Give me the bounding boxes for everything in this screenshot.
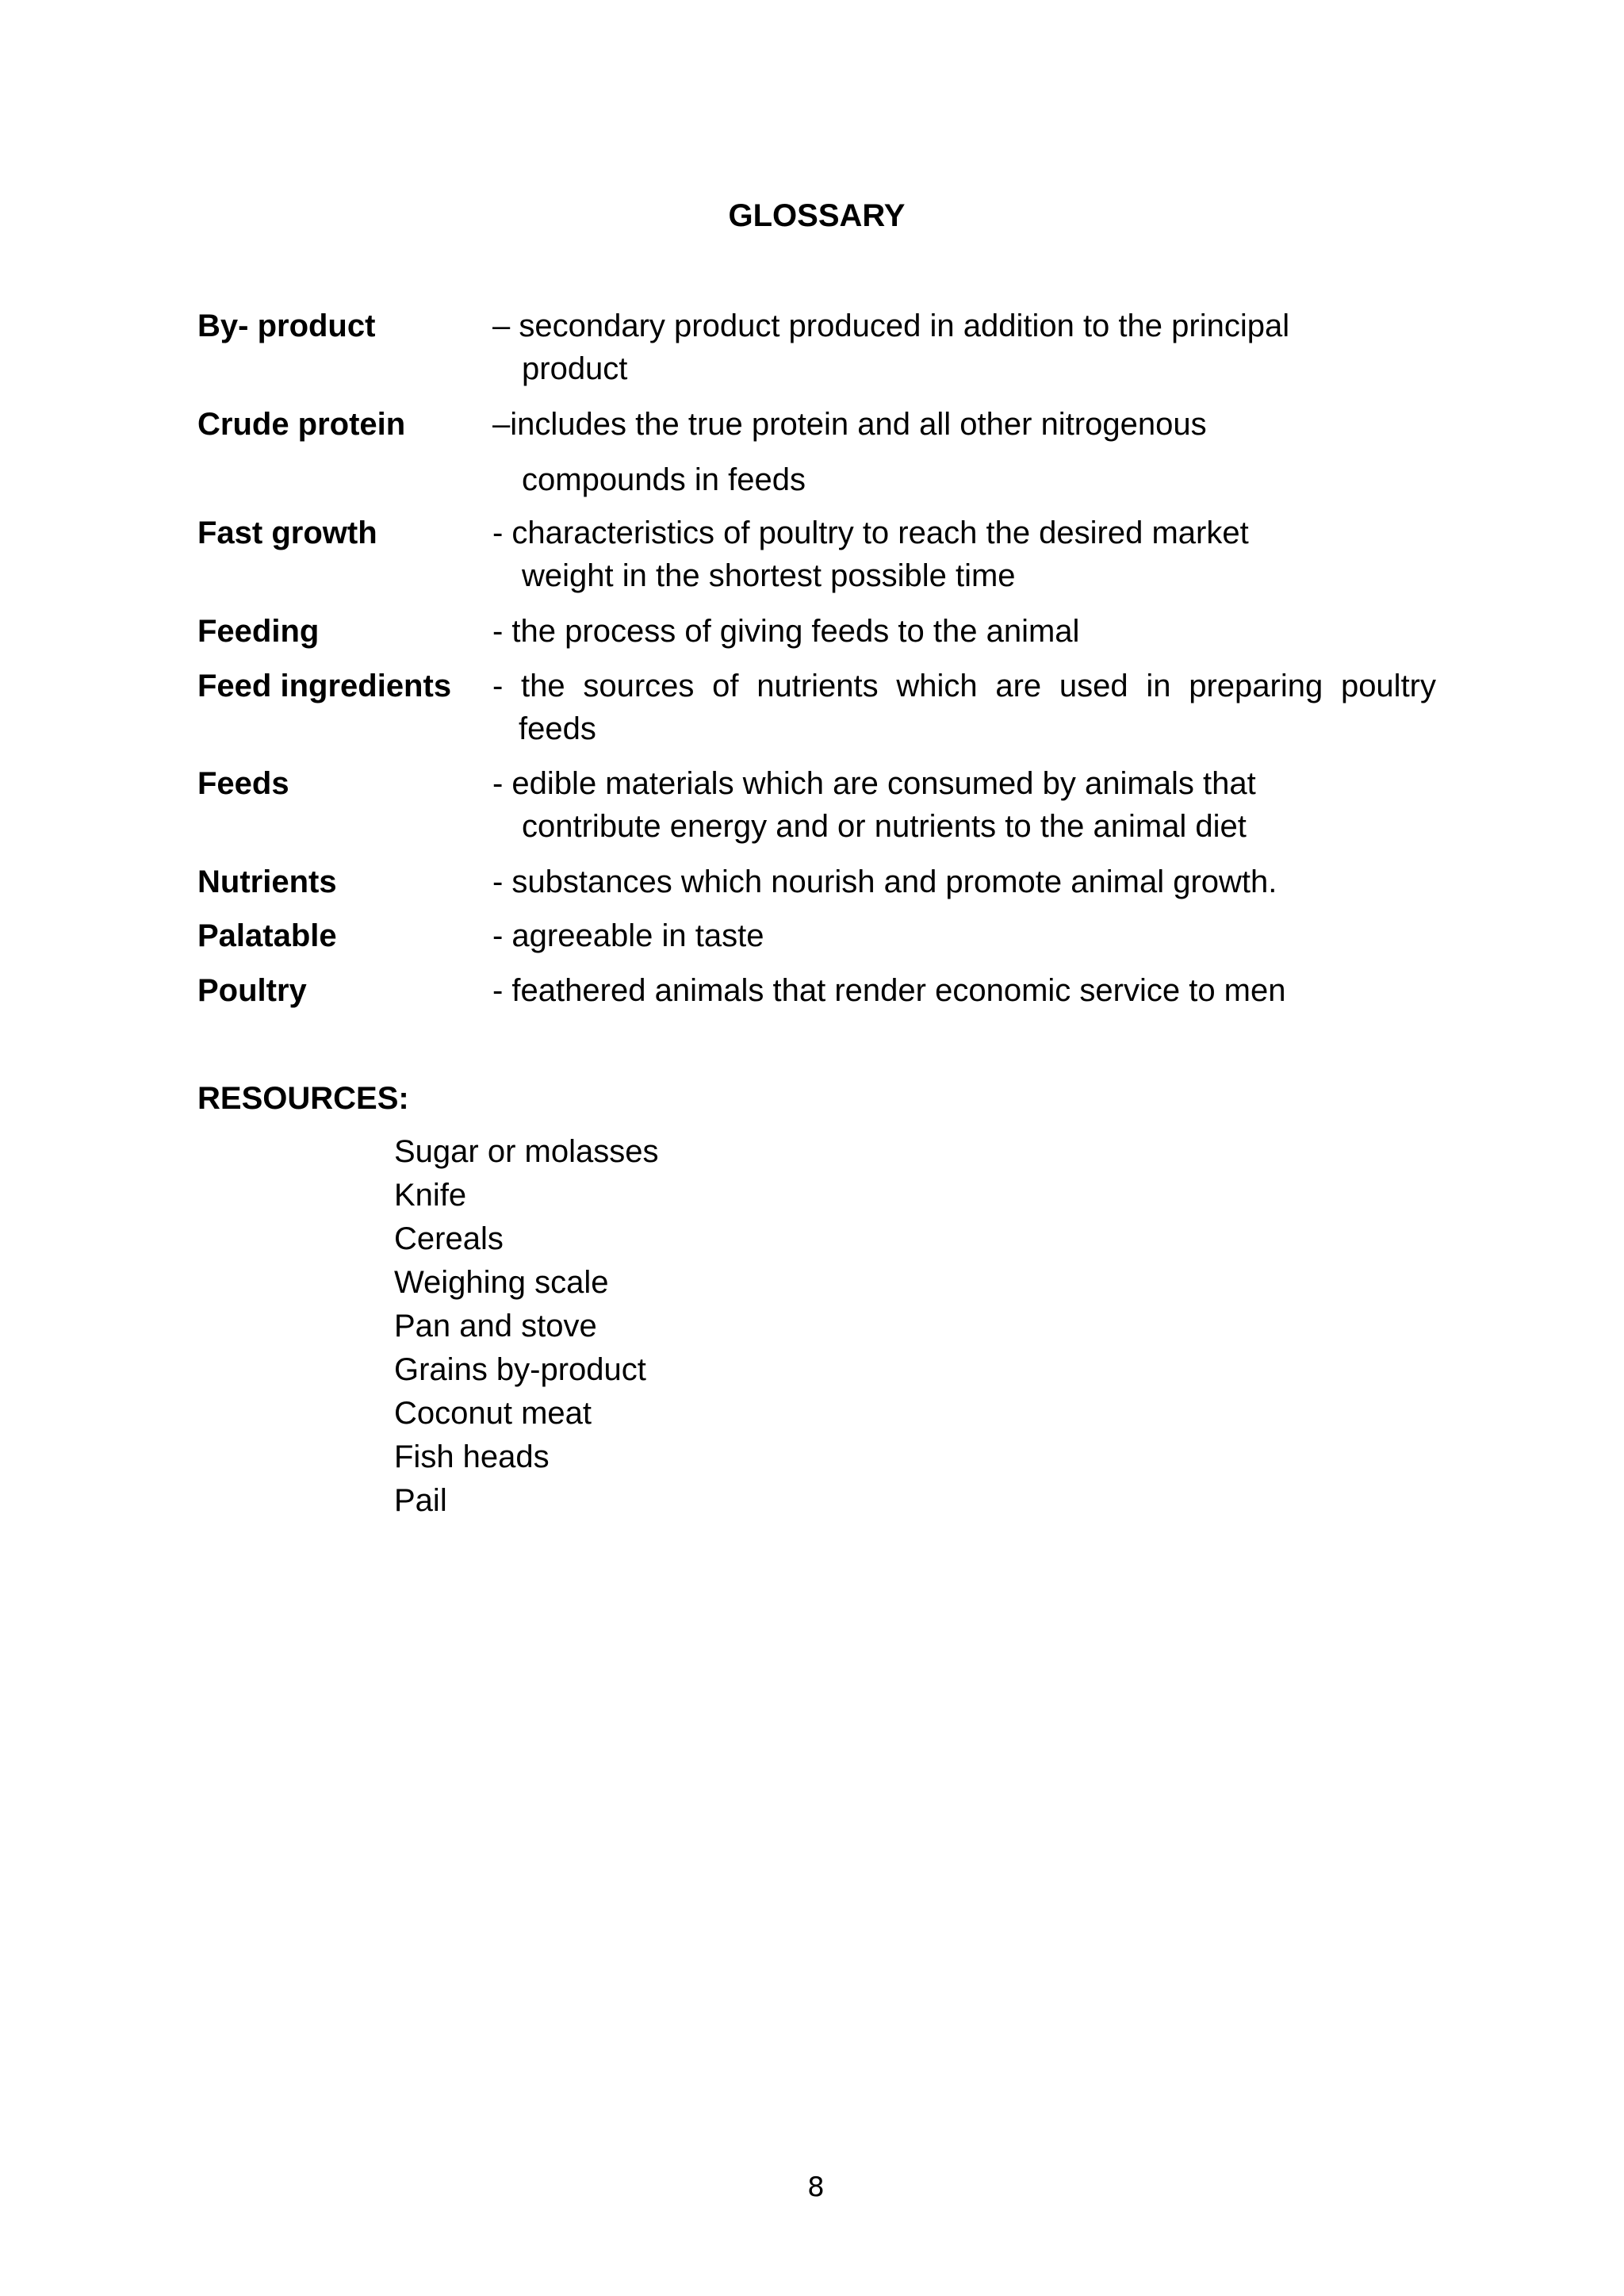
definition-line: - characteristics of poultry to reach the desired market xyxy=(492,516,1249,550)
definition-line: - substances which nourish and promote animal growth. xyxy=(492,864,1277,899)
glossary-definition xyxy=(492,762,1436,848)
resources-list xyxy=(394,1130,658,1523)
definition-line: compounds in feeds xyxy=(522,462,806,497)
definition-line: - agreeable in taste xyxy=(492,918,764,953)
list-item: Pan and stove xyxy=(394,1309,597,1343)
definition-line: – secondary product produced in addition to the principal xyxy=(492,309,1290,343)
definition-line: - edible materials which are consumed by animals that xyxy=(492,766,1256,801)
list-item: Fish heads xyxy=(394,1439,550,1474)
list-item: Grains by-product xyxy=(394,1352,646,1387)
list-item: Coconut meat xyxy=(394,1396,592,1431)
glossary-definition xyxy=(492,969,1436,1012)
glossary-term: Feeding xyxy=(197,614,320,649)
glossary-definition xyxy=(492,665,1436,750)
definition-line: - feathered animals that render economic service to men xyxy=(492,973,1286,1008)
glossary-definition xyxy=(492,512,1436,597)
list-item: Pail xyxy=(394,1483,447,1518)
list-item: Sugar or molasses xyxy=(394,1134,659,1169)
glossary-term: Nutrients xyxy=(197,864,337,899)
glossary-definition xyxy=(492,610,1436,653)
definition-line: –includes the true protein and all other nitrogenous xyxy=(492,407,1207,442)
glossary-definition xyxy=(492,305,1436,390)
glossary-definition xyxy=(492,914,1436,957)
page-number: 8 xyxy=(807,2171,825,2203)
resources-heading: RESOURCES: xyxy=(197,1081,409,1116)
definition-line: feeds xyxy=(519,711,596,746)
glossary-term: Crude protein xyxy=(197,407,406,442)
definition-line: product xyxy=(522,351,628,386)
glossary-title: GLOSSARY xyxy=(728,198,906,233)
glossary-definition xyxy=(492,403,1436,501)
definition-line: - the process of giving feeds to the animal xyxy=(492,614,1080,649)
list-item: Weighing scale xyxy=(394,1265,609,1300)
definition-line: weight in the shortest possible time xyxy=(522,558,1016,593)
definition-line: contribute energy and or nutrients to the animal diet xyxy=(522,809,1247,844)
glossary-term: Feeds xyxy=(197,766,289,801)
definition-line: - the sources of nutrients which are used in preparing poultry xyxy=(492,669,1436,703)
glossary-definition xyxy=(492,861,1436,903)
glossary-term: Poultry xyxy=(197,973,307,1008)
glossary-term: By- product xyxy=(197,309,376,343)
glossary-term: Feed ingredients xyxy=(197,669,452,703)
list-item: Knife xyxy=(394,1178,467,1213)
glossary-term: Fast growth xyxy=(197,516,377,550)
list-item: Cereals xyxy=(394,1221,504,1256)
glossary-term: Palatable xyxy=(197,918,337,953)
